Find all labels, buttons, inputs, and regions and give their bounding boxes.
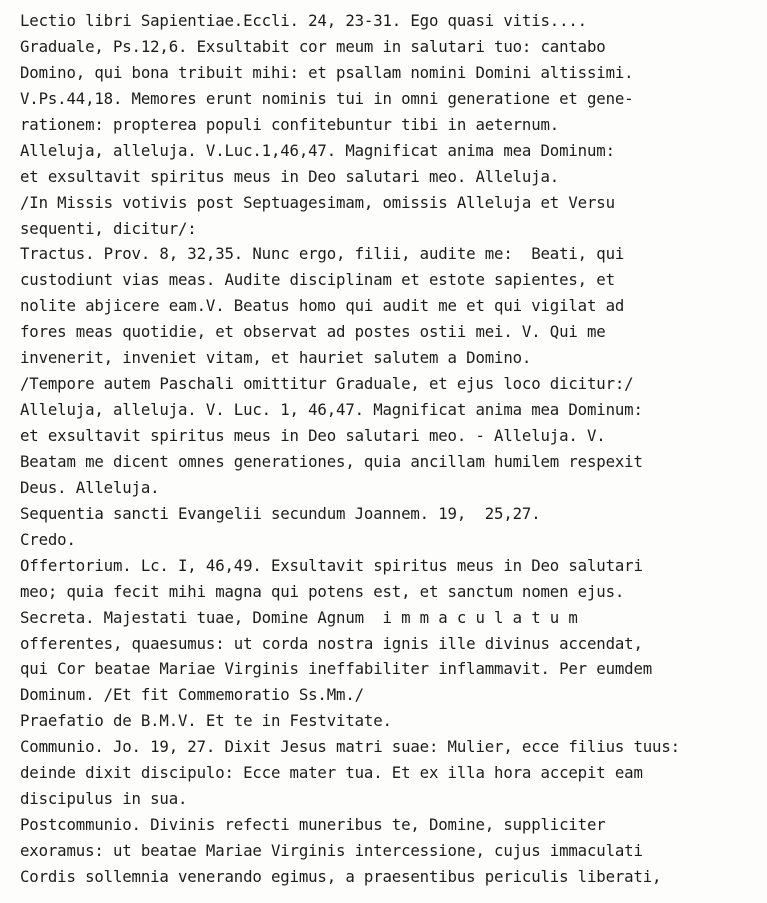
text-line: Credo. (20, 529, 76, 549)
text-line: Alleluja, alleluja. V. Luc. 1, 46,47. Magnificat anima mea Dominum: (20, 400, 643, 420)
text-line: /Tempore autem Paschali omittitur Graduale, et ejus loco dicitur:/ (20, 374, 634, 394)
text-line: Communio. Jo. 19, 27. Dixit Jesus matri suae: Mulier, ecce filius tuus: (20, 737, 680, 757)
text-line: Lectio libri Sapientiae.Eccli. 24, 23-31. Ego quasi vitis.... (20, 11, 587, 30)
text-line: Postcommunio. Divinis refecti muneribus te, Domine, suppliciter (20, 815, 606, 835)
text-line: V.Ps.44,18. Memores erunt nominis tui in omni generatione et gene- (20, 88, 634, 108)
text-line: Secreta. Majestati tuae, Domine Agnum i m m a c u l a t u m (20, 607, 578, 627)
text-line: rationem: propterea populi confitebuntur tibi in aeternum. (20, 114, 560, 134)
text-line: Domino, qui bona tribuit mihi: et psallam nomini Domini altissimi. (20, 62, 634, 82)
text-line: Graduale, Ps.12,6. Exsultabit cor meum in salutari tuo: cantabo (20, 36, 606, 56)
text-line: exoramus: ut beatae Mariae Virginis intercessione, cujus immaculati (20, 841, 643, 860)
text-line: deinde dixit discipulo: Ecce mater tua. Et ex illa hora accepit eam (20, 763, 643, 783)
text-line: Tractus. Prov. 8, 32,35. Nunc ergo, filii, audite me: Beati, qui (20, 244, 625, 264)
text-line: Beatam me dicent omnes generationes, quia ancillam humilem respexit (20, 451, 643, 471)
text-line: et exsultavit spiritus meus in Deo salutari meo. Alleluja. (20, 166, 560, 186)
text-line: custodiunt vias meas. Audite disciplinam et estote sapientes, et (20, 270, 615, 290)
text-block (20, 8, 765, 900)
text-line: Sequentia sancti Evangelii secundum Joannem. 19, 25,27. (20, 503, 541, 523)
text-line: et exsultavit spiritus meus in Deo salutari meo. - Alleluja. V. (20, 426, 606, 445)
text-line: meo; quia fecit mihi magna qui potens est, et sanctum nomen ejus. (20, 581, 625, 601)
text-line: Dominum. /Et fit Commemoratio Ss.Mm./ (20, 685, 364, 705)
text-line: nolite abjicere eam.V. Beatus homo qui audit me et qui vigilat ad (20, 296, 625, 316)
text-line: qui Cor beatae Mariae Virginis ineffabiliter inflammavit. Per eumdem (20, 659, 653, 679)
text-line: discipulus in sua. (20, 789, 188, 809)
text-line: sequenti, dicitur/: (20, 218, 197, 238)
text-line: /In Missis votivis post Septuagesimam, omissis Alleluja et Versu (20, 192, 615, 212)
text-line: invenerit, inveniet vitam, et hauriet salutem a Domino. (20, 348, 532, 368)
text-line: fores meas quotidie, et observat ad postes ostii mei. V. Qui me (20, 322, 606, 342)
text-line: offerentes, quaesumus: ut corda nostra ignis ille divinus accendat, (20, 633, 643, 653)
text-line: Offertorium. Lc. I, 46,49. Exsultavit spiritus meus in Deo salutari (20, 555, 643, 575)
text-line: Alleluja, alleluja. V.Luc.1,46,47. Magnificat anima mea Dominum: (20, 140, 615, 160)
text-line: Praefatio de B.M.V. Et te in Festvitate. (20, 711, 392, 731)
text-line-cut-off (20, 890, 765, 900)
text-line: Cordis sollemnia venerando egimus, a praesentibus periculis liberati, (20, 866, 662, 886)
text-line: Deus. Alleluja. (20, 477, 160, 497)
